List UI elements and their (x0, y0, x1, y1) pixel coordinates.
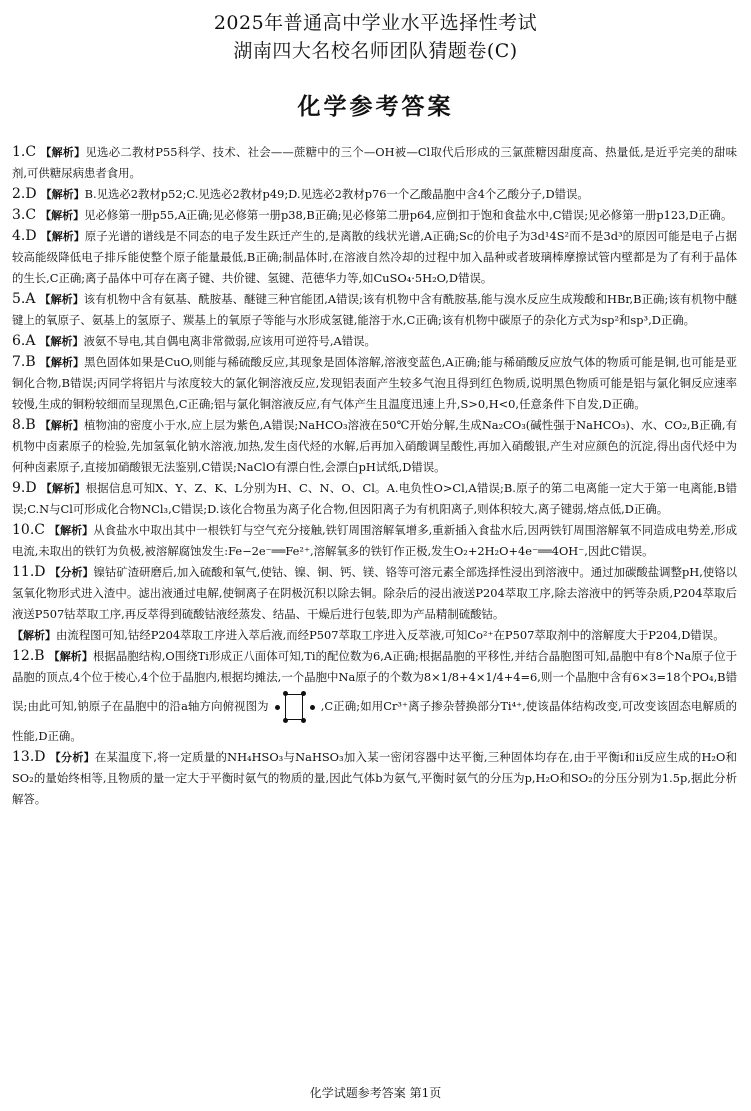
answer-text: 液氨不导电,其自偶电离非常微弱,应该用可逆符号,A错误。 (83, 334, 376, 348)
answer-number: 13.D (12, 749, 46, 765)
answer-text: 原子光谱的谱线是不同态的电子发生跃迁产生的,是离散的线状光谱,A正确;Sc的价电子为3d¹4S²而不是3d³的原因可能是电子占据较高能级降低电子排斥能使整个原子能量最低,B正确;制晶体时,在溶液自然冷却的过程中加入晶种或者玻璃棒摩擦试管内壁都是为了有利于晶体的生长,C正确;离子晶体中可存在离子键、共价键、氢键、范德华力等,如CuSO₄·5H₂O,D错误。 (12, 229, 738, 285)
analysis-tag: 【解析】 (40, 482, 86, 495)
answer-number: 11.D (12, 564, 46, 580)
analysis-tag: 【分析】 (49, 566, 94, 579)
answer-item-7 (12, 352, 737, 415)
answer-text: 由流程图可知,钴经P204萃取工序进入萃后液,而经P507萃取工序进入反萃液,可知Co²⁺在P507萃取剂中的溶解度大于P204,D错误。 (56, 628, 725, 642)
answer-number: 3.C (12, 207, 37, 223)
answer-item-12 (12, 646, 737, 747)
answer-number: 8.B (12, 417, 36, 433)
answer-text: 根据晶胞结构,O围绕Ti形成正八面体可知,Ti的配位数为6,A正确;根据晶胞的平移性,并结合晶胞图可知,晶胞中有8个Na原子位于晶胞的顶点,4个位于棱心,4个位于晶胞内,根据均摊法,一个晶胞中Na原子的个数为8×1/8+4×1/4+4=6,则一个晶胞中含有6×3=18个PO₄,B错误;由此可知,钠原子在晶胞中的沿a轴方向俯视图为 (12, 649, 738, 713)
exam-subtitle: 湖南四大名校名师团队猜题卷(C) (233, 40, 518, 62)
answer-text: 根据信息可知X、Y、Z、K、L分别为H、C、N、O、Cl。A.电负性O>Cl,A错误;B.原子的第二电离能一定大于第一电离能,B错误;C.N与Cl可形成化合物NCl₃,C错误;D.该化合物虽为离子化合物,但因阳离子为有机阳离子,则体积较大,离子键弱,熔点低,D正确。 (12, 481, 738, 516)
answer-item-6 (12, 331, 737, 352)
analysis-tag: 【解析】 (48, 524, 94, 537)
answer-text: B.见选必2教材p52;C.见选必2教材p49;D.见选必2教材p76一个乙酸晶胞中含4个乙酸分子,D错误。 (84, 187, 589, 201)
answer-item-13 (12, 747, 737, 810)
answer-number: 2.D (12, 186, 37, 202)
answer-number: 6.A (12, 333, 36, 349)
answer-number: 4.D (12, 228, 37, 244)
analysis-tag: 【解析】 (39, 356, 85, 369)
analysis-tag: 【解析】 (40, 188, 85, 201)
answer-text: 见必修第一册p55,A正确;见必修第一册p38,B正确;见必修第二册p64,应倒扣于饱和食盐水中,C错误;见必修第一册p123,D正确。 (84, 208, 733, 222)
answer-number: 12.B (12, 648, 45, 664)
answer-item-3 (12, 205, 737, 226)
answer-item-1 (12, 142, 737, 184)
answer-number: 10.C (12, 522, 45, 538)
answer-number: 5.A (12, 291, 36, 307)
answer-item-4 (12, 226, 737, 289)
analysis-tag: 【解析】 (40, 146, 86, 159)
analysis-tag: 【解析】 (12, 629, 56, 642)
answer-text: 从食盐水中取出其中一根铁钉与空气充分接触,铁钉周围溶解氧增多,重新插入食盐水后,因两铁钉周围溶解氧不同造成电势差,形成电流,未取出的铁钉为负极,被溶解腐蚀发生:Fe−2e⁻══Fe²⁺,溶解氧多的铁钉作正极,发生O₂+2H₂O+4e⁻══4OH⁻,因此C错误。 (12, 523, 737, 558)
answer-text: 镍钴矿渣研磨后,加入硫酸和氧气,使钴、镍、铜、钙、镁、铬等可溶元素全部选择性浸出到溶液中。通过加碳酸盐调整pH,使铬以氢氧化物形式进入渣中。滤出液通过电解,使铜离子在阴极沉积以除去铜。除杂后的浸出液送P204萃取工序,除去溶液中的钙等杂质,P204萃取后液送P507钴萃取工序,再反萃得到硫酸钴液经蒸发、结晶、干燥后进行包装,即为产品精制硫酸钴。 (12, 565, 738, 621)
sodium-projection-diagram (273, 688, 317, 726)
answer-subsection (12, 625, 737, 646)
answer-item-9 (12, 478, 737, 520)
analysis-tag: 【解析】 (40, 230, 85, 243)
exam-title: 2025年普通高中学业水平选择性考试 (213, 12, 538, 34)
analysis-tag: 【解析】 (40, 209, 85, 222)
analysis-tag: 【解析】 (39, 335, 84, 348)
answer-number: 9.D (12, 480, 37, 496)
answer-text: 植物油的密度小于水,应上层为紫色,A错误;NaHCO₃溶液在50℃开始分解,生成Na₂CO₃(碱性强于NaHCO₃)、水、CO₂,B正确,有机物中卤素原子的检验,先加氢氧化钠水溶液,加热,发生卤代烃的水解,后再加入硝酸调呈酸性,再加入硝酸银,产生对应颜色的沉淀,得出卤代烃中为何种卤素原子,直接加硝酸银无法鉴别,C错误;NaClO有漂白性,会漂白pH试纸,D错误。 (12, 418, 737, 474)
answer-item-8 (12, 415, 737, 478)
page-footer: 化学试题参考答案 第1页 (309, 1086, 442, 1100)
analysis-tag: 【解析】 (39, 293, 84, 306)
answer-number: 7.B (12, 354, 36, 370)
answer-item-11 (12, 562, 737, 646)
answer-item-5 (12, 289, 737, 331)
analysis-tag: 【解析】 (48, 650, 93, 663)
answer-item-10 (12, 520, 737, 562)
answer-number: 1.C (12, 144, 37, 160)
answer-list (12, 142, 737, 810)
answer-text: 见选必二教材P55科学、技术、社会——蔗糖中的三个—OH被—Cl取代后形成的三氯蔗糖因甜度高、热量低,是近乎完美的甜味剂,可供糖尿病患者食用。 (12, 145, 738, 180)
answer-item-2 (12, 184, 737, 205)
analysis-tag: 【解析】 (39, 419, 84, 432)
answer-text: ,C正确;如用Cr³⁺离子掺杂替换部分Ti⁴⁺,使该晶体结构改变,可改变该固态电解质的性能,D正确。 (12, 699, 737, 743)
answer-text: 在某温度下,将一定质量的NH₄HSO₃与NaHSO₃加入某一密闭容器中达平衡,三种固体均存在,由于平衡ⅰ和ⅱ反应生成的H₂O和SO₂的量始终相等,且物质的量一定大于平衡时氨气的物质的量,因此气体b为氨气,平衡时氨气的分压为p,H₂O和SO₂的分压分别为1.5p,据此分析解答。 (12, 750, 738, 806)
answer-text: 黑色固体如果是CuO,则能与稀硫酸反应,其现象是固体溶解,溶液变蓝色,A正确;能与稀硝酸反应放气体的物质可能是铜,也可能是亚铜化合物,B错误;丙同学将铝片与浓度较大的氯化铜溶液反应,发现铝表面产生较多气泡且得到红色物质,说明黑色物质可能是铝与氯化铜反应速率较慢,生成的铜粉较细而呈现黑色,C正确;铝与氯化铜溶液反应,有气体产生且温度迅速上升,S>0,H<0,任意条件下自发,D正确。 (12, 355, 737, 411)
page-title: 化学参考答案 (297, 94, 454, 120)
analysis-tag: 【分析】 (49, 751, 95, 764)
answer-text: 该有机物中含有氨基、酰胺基、醚键三种官能团,A错误;该有机物中含有酰胺基,能与溴水反应生成羧酸和HBr,B正确;该有机物中醚键上的氧原子、氨基上的氢原子、羰基上的氧原子等能与水形成氢键,能溶于水,C正确;该有机物中碳原子的杂化方式为sp²和sp³,D正确。 (12, 292, 737, 327)
